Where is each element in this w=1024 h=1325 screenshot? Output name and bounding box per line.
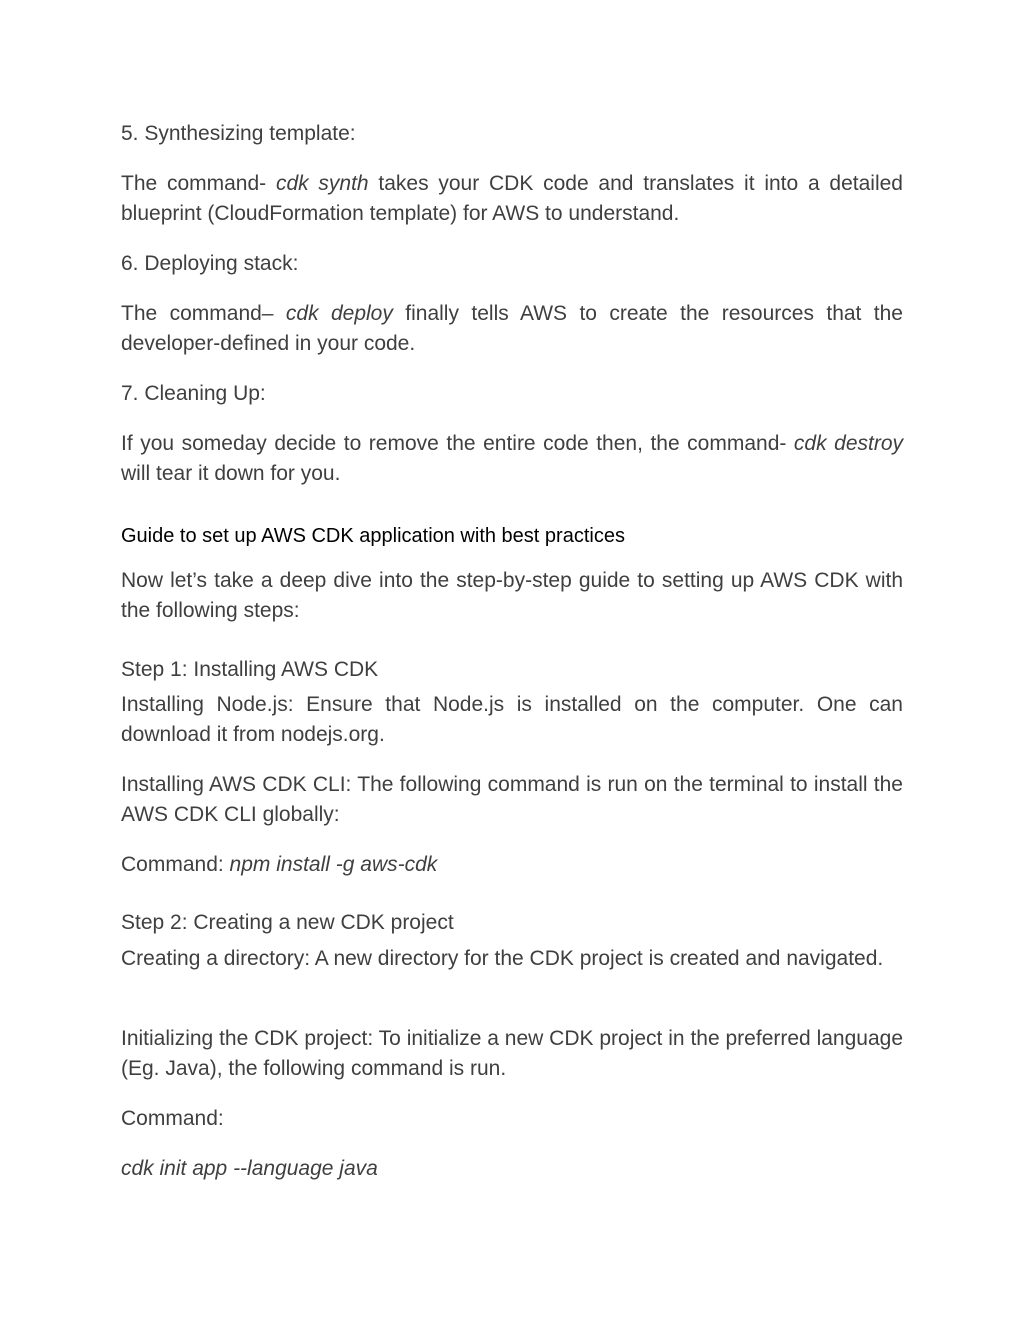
- section-5-title: 5. Synthesizing template:: [121, 122, 356, 145]
- step-2-title: Step 2: Creating a new CDK project: [121, 911, 454, 934]
- section-7-paragraph: [121, 429, 903, 489]
- step-2-directory-paragraph: Creating a directory: A new directory for the CDK project is created and navigated.: [121, 947, 884, 970]
- guide-heading: Guide to set up AWS CDK application with best practices: [121, 525, 625, 547]
- guide-intro: Now let’s take a deep dive into the step-by-step guide to setting up AWS CDK with the following steps:: [121, 569, 903, 622]
- step-2-command-label: Command:: [121, 1107, 224, 1130]
- npm-install-command: npm install -g aws-cdk: [229, 853, 438, 876]
- cdk-init-command: cdk init app --language java: [121, 1157, 378, 1180]
- step-1-nodejs-paragraph: Installing Node.js: Ensure that Node.js is installed on the computer. One can download it from nodejs.org.: [121, 693, 903, 746]
- section-5-text-pre: The command-: [121, 172, 276, 195]
- section-7-text-post: will tear it down for you.: [121, 462, 341, 485]
- cdk-synth-command: cdk synth: [275, 172, 369, 195]
- section-7-text-pre: If you someday decide to remove the entire code then, the command-: [121, 432, 794, 455]
- command-label: Command:: [121, 853, 230, 876]
- cdk-deploy-command: cdk deploy: [285, 302, 393, 325]
- step-1-cli-paragraph: Installing AWS CDK CLI: The following command is run on the terminal to install the AWS CDK CLI globally:: [121, 773, 903, 826]
- section-6-title: 6. Deploying stack:: [121, 252, 299, 275]
- section-7-title: 7. Cleaning Up:: [121, 382, 266, 405]
- cdk-destroy-command: cdk destroy: [793, 432, 903, 455]
- step-2-init-paragraph: Initializing the CDK project: To initialize a new CDK project in the preferred language (Eg. Java), the following command is run.: [121, 1027, 903, 1080]
- section-6-text-post: finally tells AWS to create the resources that the developer-defined in your code.: [121, 302, 903, 355]
- section-6-text-pre: The command–: [121, 302, 286, 325]
- step-1-title: Step 1: Installing AWS CDK: [121, 658, 379, 681]
- section-6-paragraph: [121, 299, 903, 359]
- step-2-command: [121, 1154, 903, 1184]
- step-1-command: [121, 850, 903, 880]
- section-5-paragraph: [121, 169, 903, 229]
- section-5-text-post: takes your CDK code and translates it into a detailed blueprint (CloudFormation template) for AWS to understand.: [121, 172, 903, 225]
